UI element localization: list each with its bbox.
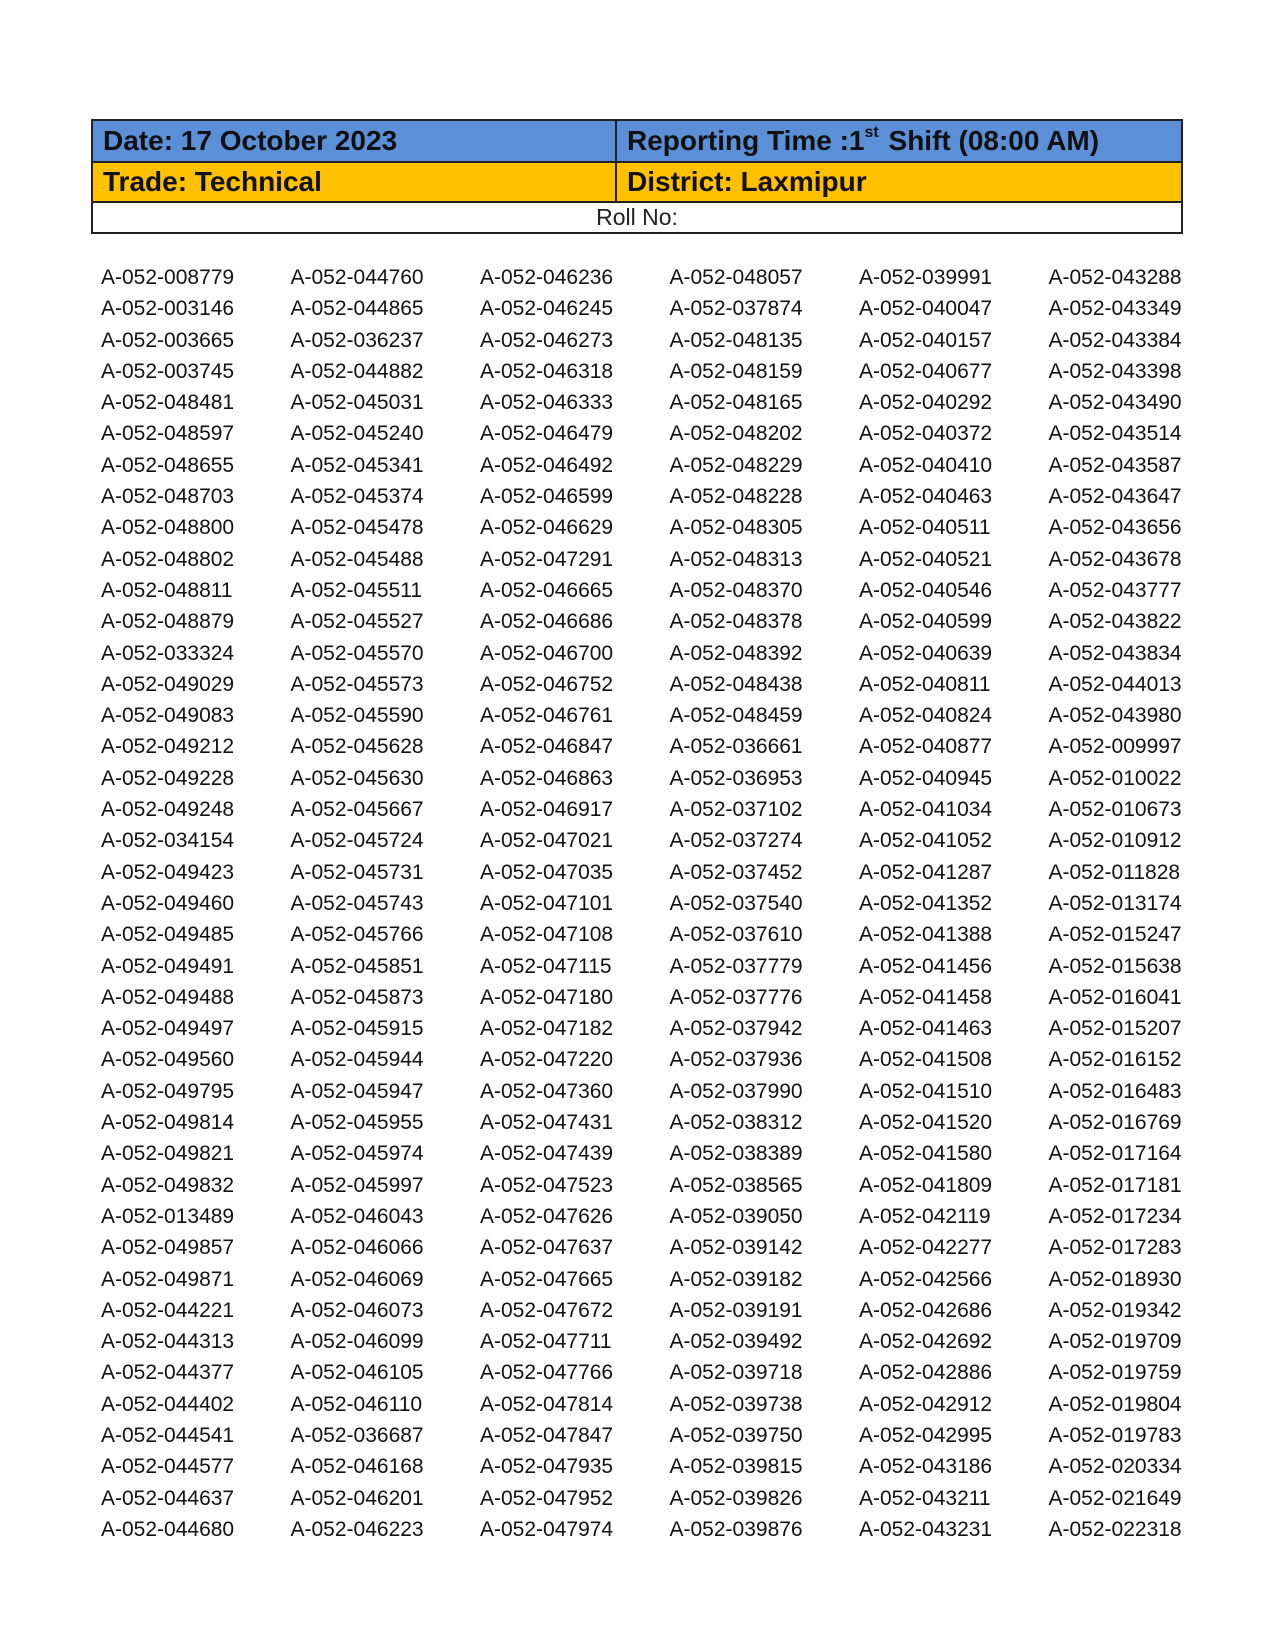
roll-number: A-052-049832 [101, 1173, 235, 1197]
roll-number: A-052-040372 [859, 422, 993, 446]
roll-number: A-052-017234 [1048, 1204, 1182, 1228]
roll-number: A-052-048135 [669, 328, 803, 352]
roll-number: A-052-043777 [1048, 578, 1182, 602]
roll-number: A-052-047766 [480, 1361, 614, 1385]
date-cell: Date: 17 October 2023 [93, 121, 617, 161]
roll-number: A-052-045851 [290, 954, 424, 978]
roll-number: A-052-047180 [480, 985, 614, 1009]
roll-number: A-052-016152 [1048, 1048, 1182, 1072]
roll-number: A-052-037874 [669, 297, 803, 321]
roll-number: A-052-046917 [480, 798, 614, 822]
roll-number: A-052-038565 [669, 1173, 803, 1197]
roll-number: A-052-045766 [290, 923, 424, 947]
roll-number: A-052-041508 [859, 1048, 993, 1072]
roll-number: A-052-043678 [1048, 547, 1182, 571]
roll-number: A-052-046599 [480, 485, 614, 509]
roll-number: A-052-042686 [859, 1298, 993, 1322]
roll-number: A-052-048202 [669, 422, 803, 446]
roll-number: A-052-013489 [101, 1204, 235, 1228]
roll-number: A-052-045731 [290, 860, 424, 884]
roll-number: A-052-048655 [101, 453, 235, 477]
reporting-time-ordinal: st [864, 124, 879, 141]
roll-number: A-052-011828 [1048, 860, 1181, 884]
roll-number: A-052-019804 [1048, 1392, 1182, 1416]
roll-number: A-052-019759 [1048, 1361, 1182, 1385]
roll-number: A-052-045955 [290, 1111, 424, 1135]
roll-number: A-052-047974 [480, 1517, 614, 1541]
roll-number: A-052-047291 [480, 547, 614, 571]
roll-number: A-052-021649 [1048, 1486, 1182, 1510]
roll-number: A-052-037990 [669, 1079, 803, 1103]
roll-number: A-052-048802 [101, 547, 235, 571]
roll-number: A-052-037776 [669, 985, 803, 1009]
roll-number: A-052-039182 [669, 1267, 803, 1291]
roll-number: A-052-045724 [290, 829, 424, 853]
roll-number: A-052-036237 [290, 328, 424, 352]
header-row-date [93, 121, 1181, 163]
roll-number: A-052-048438 [669, 672, 803, 696]
roll-number: A-052-041388 [859, 923, 993, 947]
roll-number: A-052-048165 [669, 391, 803, 415]
roll-number: A-052-045997 [290, 1173, 424, 1197]
reporting-time-suffix: Shift (08:00 AM) [880, 125, 1100, 156]
roll-number: A-052-046069 [290, 1267, 424, 1291]
roll-number: A-052-042912 [859, 1392, 993, 1416]
roll-number: A-052-040292 [859, 391, 993, 415]
roll-number: A-052-043980 [1048, 704, 1182, 728]
roll-number: A-052-016769 [1048, 1111, 1182, 1135]
roll-number: A-052-039815 [669, 1455, 803, 1479]
roll-number: A-052-048313 [669, 547, 803, 571]
roll-number: A-052-046105 [290, 1361, 424, 1385]
roll-number: A-052-047665 [480, 1267, 614, 1291]
roll-number: A-052-041580 [859, 1142, 993, 1166]
roll-number: A-052-043514 [1048, 422, 1182, 446]
roll-number: A-052-037942 [669, 1017, 803, 1041]
roll-number: A-052-047439 [480, 1142, 614, 1166]
roll-number: A-052-045873 [290, 985, 424, 1009]
roll-number: A-052-039876 [669, 1517, 803, 1541]
roll-number: A-052-039492 [669, 1330, 803, 1354]
roll-number: A-052-044402 [101, 1392, 235, 1416]
roll-number: A-052-016041 [1048, 985, 1182, 1009]
roll-number: A-052-043834 [1048, 641, 1182, 665]
roll-number: A-052-041456 [859, 954, 993, 978]
roll-number: A-052-039826 [669, 1486, 803, 1510]
roll-number: A-052-048800 [101, 516, 235, 540]
roll-number: A-052-043288 [1048, 266, 1182, 289]
roll-number: A-052-046066 [290, 1236, 424, 1260]
roll-number: A-052-043186 [859, 1455, 993, 1479]
roll-number: A-052-045527 [290, 610, 424, 634]
roll-number: A-052-046273 [480, 328, 614, 352]
roll-number: A-052-038312 [669, 1111, 803, 1135]
roll-number: A-052-045743 [290, 891, 424, 915]
roll-number: A-052-040639 [859, 641, 993, 665]
roll-number: A-052-047431 [480, 1111, 614, 1135]
roll-number: A-052-020334 [1048, 1455, 1182, 1479]
roll-number: A-052-041458 [859, 985, 993, 1009]
roll-number: A-052-041034 [859, 798, 993, 822]
roll-number: A-052-041809 [859, 1173, 993, 1197]
roll-number: A-052-046700 [480, 641, 614, 665]
roll-number: A-052-040511 [859, 516, 991, 540]
roll-number: A-052-017283 [1048, 1236, 1182, 1260]
roll-number: A-052-045915 [290, 1017, 424, 1041]
roll-number: A-052-019342 [1048, 1298, 1182, 1322]
roll-number: A-052-017164 [1048, 1142, 1182, 1166]
roll-number: A-052-047814 [480, 1392, 614, 1416]
roll-number: A-052-048228 [669, 485, 803, 509]
roll-number: A-052-048481 [101, 391, 235, 415]
roll-number: A-052-048703 [101, 485, 235, 509]
roll-number: A-052-019783 [1048, 1423, 1182, 1447]
roll-number: A-052-037540 [669, 891, 803, 915]
roll-number: A-052-047035 [480, 860, 614, 884]
roll-number: A-052-015638 [1048, 954, 1182, 978]
roll-number: A-052-039750 [669, 1423, 803, 1447]
roll-number: A-052-046847 [480, 735, 614, 759]
roll-number: A-052-039050 [669, 1204, 803, 1228]
roll-number: A-052-003745 [101, 359, 235, 383]
roll-number: A-052-045570 [290, 641, 424, 665]
roll-number: A-052-046492 [480, 453, 614, 477]
roll-number: A-052-036661 [669, 735, 803, 759]
roll-number: A-052-038389 [669, 1142, 803, 1166]
roll-number: A-052-049485 [101, 923, 235, 947]
roll-number: A-052-045511 [290, 578, 423, 602]
roll-number: A-052-047115 [480, 954, 612, 978]
roll-number: A-052-044377 [101, 1361, 235, 1385]
roll-number: A-052-037274 [669, 829, 803, 853]
roll-number: A-052-015207 [1048, 1017, 1182, 1041]
roll-number: A-052-044221 [101, 1298, 235, 1322]
roll-number: A-052-039142 [669, 1236, 803, 1260]
roll-number: A-052-048879 [101, 610, 235, 634]
roll-number: A-052-049423 [101, 860, 235, 884]
roll-no-label: Roll No: [93, 203, 1181, 232]
roll-number: A-052-045590 [290, 704, 424, 728]
roll-number: A-052-048159 [669, 359, 803, 383]
roll-number: A-052-049491 [101, 954, 235, 978]
reporting-time-prefix: Reporting Time :1 [627, 125, 865, 156]
roll-number: A-052-047672 [480, 1298, 614, 1322]
roll-number: A-052-046236 [480, 266, 614, 289]
roll-number: A-052-049212 [101, 735, 235, 759]
trade-cell: Trade: Technical [93, 163, 617, 201]
roll-number: A-052-039191 [669, 1298, 803, 1322]
roll-number: A-052-039718 [669, 1361, 803, 1385]
roll-number: A-052-045944 [290, 1048, 424, 1072]
roll-number: A-052-003665 [101, 328, 235, 352]
roll-number: A-052-033324 [101, 641, 235, 665]
roll-number: A-052-037452 [669, 860, 803, 884]
roll-number: A-052-043587 [1048, 453, 1182, 477]
roll-number: A-052-049795 [101, 1079, 235, 1103]
roll-number: A-052-045947 [290, 1079, 424, 1103]
roll-number: A-052-040811 [859, 672, 991, 696]
roll-number: A-052-010912 [1048, 829, 1182, 853]
roll-number: A-052-047637 [480, 1236, 614, 1260]
roll-number: A-052-017181 [1048, 1173, 1182, 1197]
roll-number: A-052-049821 [101, 1142, 235, 1166]
roll-number: A-052-044882 [290, 359, 424, 383]
roll-number-grid [101, 262, 1201, 1545]
roll-number: A-052-048229 [669, 453, 803, 477]
roll-number: A-052-019709 [1048, 1330, 1182, 1354]
roll-number: A-052-043647 [1048, 485, 1182, 509]
roll-number: A-052-037779 [669, 954, 803, 978]
roll-number: A-052-048392 [669, 641, 803, 665]
roll-number: A-052-046665 [480, 578, 614, 602]
roll-number: A-052-039738 [669, 1392, 803, 1416]
roll-number: A-052-041287 [859, 860, 993, 884]
header-row-trade [93, 163, 1181, 203]
roll-number: A-052-041520 [859, 1111, 993, 1135]
roll-number: A-052-037610 [669, 923, 803, 947]
roll-number: A-052-048811 [101, 578, 233, 602]
roll-number: A-052-010673 [1048, 798, 1182, 822]
roll-number: A-052-044760 [290, 266, 424, 289]
roll-number: A-052-043490 [1048, 391, 1182, 415]
roll-number: A-052-047711 [480, 1330, 612, 1354]
roll-number: A-052-047626 [480, 1204, 614, 1228]
roll-number: A-052-018930 [1048, 1267, 1182, 1291]
roll-number: A-052-047101 [480, 891, 614, 915]
roll-number: A-052-045374 [290, 485, 424, 509]
roll-number: A-052-016483 [1048, 1079, 1182, 1103]
roll-number: A-052-003146 [101, 297, 235, 321]
roll-number: A-052-041052 [859, 829, 993, 853]
roll-number: A-052-045628 [290, 735, 424, 759]
roll-number: A-052-040410 [859, 453, 993, 477]
roll-number: A-052-049857 [101, 1236, 235, 1260]
roll-number: A-052-043656 [1048, 516, 1182, 540]
roll-number: A-052-037102 [669, 798, 803, 822]
roll-number: A-052-040945 [859, 766, 993, 790]
roll-number: A-052-041510 [859, 1079, 993, 1103]
roll-number: A-052-046201 [290, 1486, 424, 1510]
roll-number: A-052-042566 [859, 1267, 993, 1291]
roll-number: A-052-008779 [101, 266, 235, 289]
roll-number: A-052-047108 [480, 923, 614, 947]
roll-number: A-052-044313 [101, 1330, 235, 1354]
roll-number: A-052-036687 [290, 1423, 424, 1447]
roll-number: A-052-043822 [1048, 610, 1182, 634]
roll-number: A-052-046686 [480, 610, 614, 634]
roll-number: A-052-046761 [480, 704, 614, 728]
roll-number: A-052-046245 [480, 297, 614, 321]
roll-number: A-052-044541 [101, 1423, 235, 1447]
roll-number: A-052-047847 [480, 1423, 614, 1447]
roll-number: A-052-049029 [101, 672, 235, 696]
roll-number: A-052-040824 [859, 704, 993, 728]
roll-number: A-052-049248 [101, 798, 235, 822]
roll-number: A-052-049497 [101, 1017, 235, 1041]
roll-number: A-052-046099 [290, 1330, 424, 1354]
roll-number: A-052-040677 [859, 359, 993, 383]
roll-number: A-052-045630 [290, 766, 424, 790]
roll-number: A-052-045341 [290, 453, 424, 477]
roll-number: A-052-043231 [859, 1517, 993, 1541]
roll-number: A-052-040877 [859, 735, 993, 759]
roll-number: A-052-044865 [290, 297, 424, 321]
roll-number: A-052-042886 [859, 1361, 993, 1385]
roll-number: A-052-045240 [290, 422, 424, 446]
roll-number: A-052-046333 [480, 391, 614, 415]
roll-number: A-052-046073 [290, 1298, 424, 1322]
roll-number: A-052-048378 [669, 610, 803, 634]
roll-number: A-052-010022 [1048, 766, 1182, 790]
roll-number: A-052-046223 [290, 1517, 424, 1541]
roll-number: A-052-049814 [101, 1111, 235, 1135]
roll-number: A-052-045488 [290, 547, 424, 571]
roll-number: A-052-045974 [290, 1142, 424, 1166]
roll-number: A-052-044680 [101, 1517, 235, 1541]
roll-number: A-052-040463 [859, 485, 993, 509]
roll-number: A-052-040521 [859, 547, 993, 571]
roll-number: A-052-047220 [480, 1048, 614, 1072]
reporting-time-cell [617, 121, 1181, 161]
roll-number: A-052-040047 [859, 297, 993, 321]
roll-number: A-052-046110 [290, 1392, 423, 1416]
roll-number: A-052-046168 [290, 1455, 424, 1479]
roll-number: A-052-046043 [290, 1204, 424, 1228]
roll-number: A-052-049460 [101, 891, 235, 915]
roll-number: A-052-045667 [290, 798, 424, 822]
roll-number: A-052-042277 [859, 1236, 993, 1260]
roll-number: A-052-041463 [859, 1017, 993, 1041]
roll-number: A-052-049083 [101, 704, 235, 728]
roll-number: A-052-048305 [669, 516, 803, 540]
roll-number: A-052-047935 [480, 1455, 614, 1479]
roll-number: A-052-022318 [1048, 1517, 1182, 1541]
roll-number: A-052-044013 [1048, 672, 1182, 696]
roll-number: A-052-036953 [669, 766, 803, 790]
roll-number: A-052-046479 [480, 422, 614, 446]
roll-number: A-052-049560 [101, 1048, 235, 1072]
roll-number: A-052-046863 [480, 766, 614, 790]
roll-number: A-052-047182 [480, 1017, 614, 1041]
roll-number: A-052-041352 [859, 891, 993, 915]
roll-number: A-052-037936 [669, 1048, 803, 1072]
roll-number: A-052-039991 [859, 266, 993, 289]
roll-number: A-052-044637 [101, 1486, 235, 1510]
roll-number: A-052-040599 [859, 610, 993, 634]
roll-number: A-052-042692 [859, 1330, 993, 1354]
roll-number: A-052-045478 [290, 516, 424, 540]
roll-number: A-052-042119 [859, 1204, 991, 1228]
roll-number: A-052-034154 [101, 829, 235, 853]
roll-number: A-052-045573 [290, 672, 424, 696]
roll-number: A-052-048459 [669, 704, 803, 728]
roll-number: A-052-040157 [859, 328, 993, 352]
roll-number: A-052-043211 [859, 1486, 991, 1510]
district-cell: District: Laxmipur [627, 166, 867, 197]
roll-number: A-052-009997 [1048, 735, 1182, 759]
roll-number: A-052-040546 [859, 578, 993, 602]
roll-number: A-052-047360 [480, 1079, 614, 1103]
roll-number: A-052-043384 [1048, 328, 1182, 352]
roll-number: A-052-047523 [480, 1173, 614, 1197]
roll-number: A-052-045031 [290, 391, 424, 415]
roll-number: A-052-047021 [480, 829, 614, 853]
roll-number: A-052-046752 [480, 672, 614, 696]
roll-number: A-052-047952 [480, 1486, 614, 1510]
header-table [91, 119, 1183, 234]
roll-number: A-052-042995 [859, 1423, 993, 1447]
roll-number: A-052-043398 [1048, 359, 1182, 383]
roll-number: A-052-046318 [480, 359, 614, 383]
roll-number: A-052-049871 [101, 1267, 235, 1291]
roll-number: A-052-046629 [480, 516, 614, 540]
roll-number: A-052-049488 [101, 985, 235, 1009]
roll-number: A-052-043349 [1048, 297, 1182, 321]
roll-number: A-052-013174 [1048, 891, 1182, 915]
roll-number: A-052-048370 [669, 578, 803, 602]
roll-number: A-052-049228 [101, 766, 235, 790]
roll-number: A-052-048597 [101, 422, 235, 446]
roll-number: A-052-048057 [669, 266, 803, 289]
roll-number: A-052-044577 [101, 1455, 235, 1479]
roll-number: A-052-015247 [1048, 923, 1182, 947]
